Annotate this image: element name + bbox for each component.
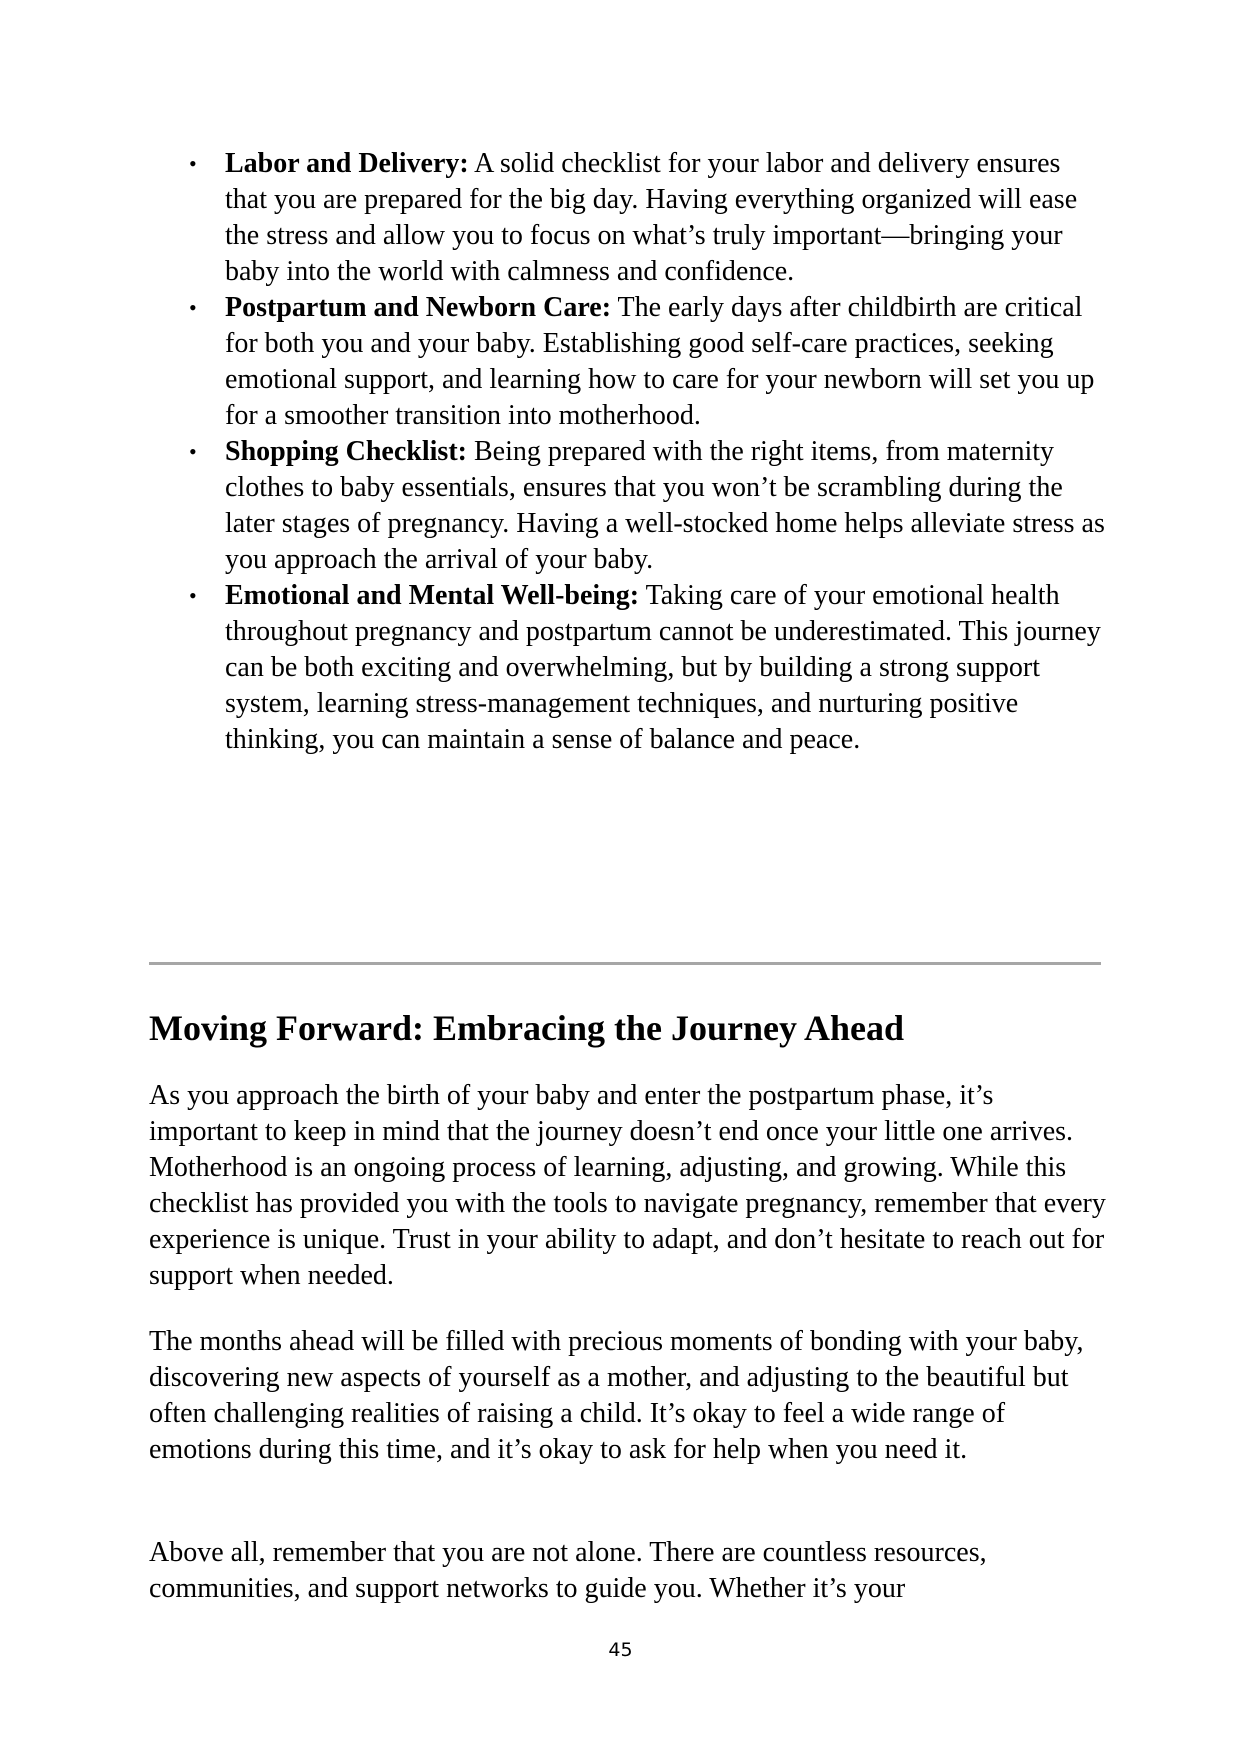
checklist-summary-list xyxy=(185,146,1105,758)
section-heading: Moving Forward: Embracing the Journey Ahead xyxy=(149,1008,904,1048)
bullet-text: The early days after childbirth are critical for both you and your baby. Establishing good self-care practices, seeking emotional support, and learning how to care for your newborn will set you up for a smoother transition into motherhood. xyxy=(225,292,1095,431)
list-item xyxy=(185,578,1105,758)
bullet-icon: • xyxy=(189,439,197,464)
list-item xyxy=(185,290,1105,434)
page-number: 45 xyxy=(608,1639,633,1661)
paragraph: Above all, remember that you are not alone. There are countless resources, communities, and support networks to guide you. Whether it’s your xyxy=(149,1537,987,1604)
list-item xyxy=(185,146,1105,290)
bullet-term: Postpartum and Newborn Care: xyxy=(225,292,612,323)
bullet-term: Labor and Delivery: xyxy=(225,148,469,179)
bullet-term: Shopping Checklist: xyxy=(225,436,467,467)
bullet-icon: • xyxy=(189,151,197,176)
bullet-icon: • xyxy=(189,295,197,320)
bullet-text: A solid checklist for your labor and delivery ensures that you are prepared for the big day. Having everything organized will ease the stress and allow you to focus on what’s truly important—bringing your baby into the world with calmness and confidence. xyxy=(225,148,1078,287)
bullet-icon: • xyxy=(189,583,197,608)
paragraph: The months ahead will be filled with precious moments of bonding with your baby, discovering new aspects of yourself as a mother, and adjusting to the beautiful but often challenging realities of raising a child. It’s okay to feel a wide range of emotions during this time, and it’s okay to ask for help when you need it. xyxy=(149,1326,1084,1465)
bullet-text: Being prepared with the right items, from maternity clothes to baby essentials, ensures that you won’t be scrambling during the later stages of pregnancy. Having a well-stocked home helps alleviate stress as you approach the arrival of your baby. xyxy=(225,436,1105,575)
list-item xyxy=(185,434,1105,578)
paragraph: As you approach the birth of your baby and enter the postpartum phase, it’s important to keep in mind that the journey doesn’t end once your little one arrives. Motherhood is an ongoing process of learning, adjusting, and growing. While this checklist has provided you with the tools to navigate pregnancy, remember that every experience is unique. Trust in your ability to adapt, and don’t hesitate to reach out for support when needed. xyxy=(149,1080,1106,1291)
section-divider xyxy=(149,962,1101,965)
bullet-term: Emotional and Mental Well-being: xyxy=(225,580,640,611)
bullet-text: Taking care of your emotional health throughout pregnancy and postpartum cannot be underestimated. This journey can be both exciting and overwhelming, but by building a strong support system, learning stress-management techniques, and nurturing positive thinking, you can maintain a sense of balance and peace. xyxy=(225,580,1101,755)
